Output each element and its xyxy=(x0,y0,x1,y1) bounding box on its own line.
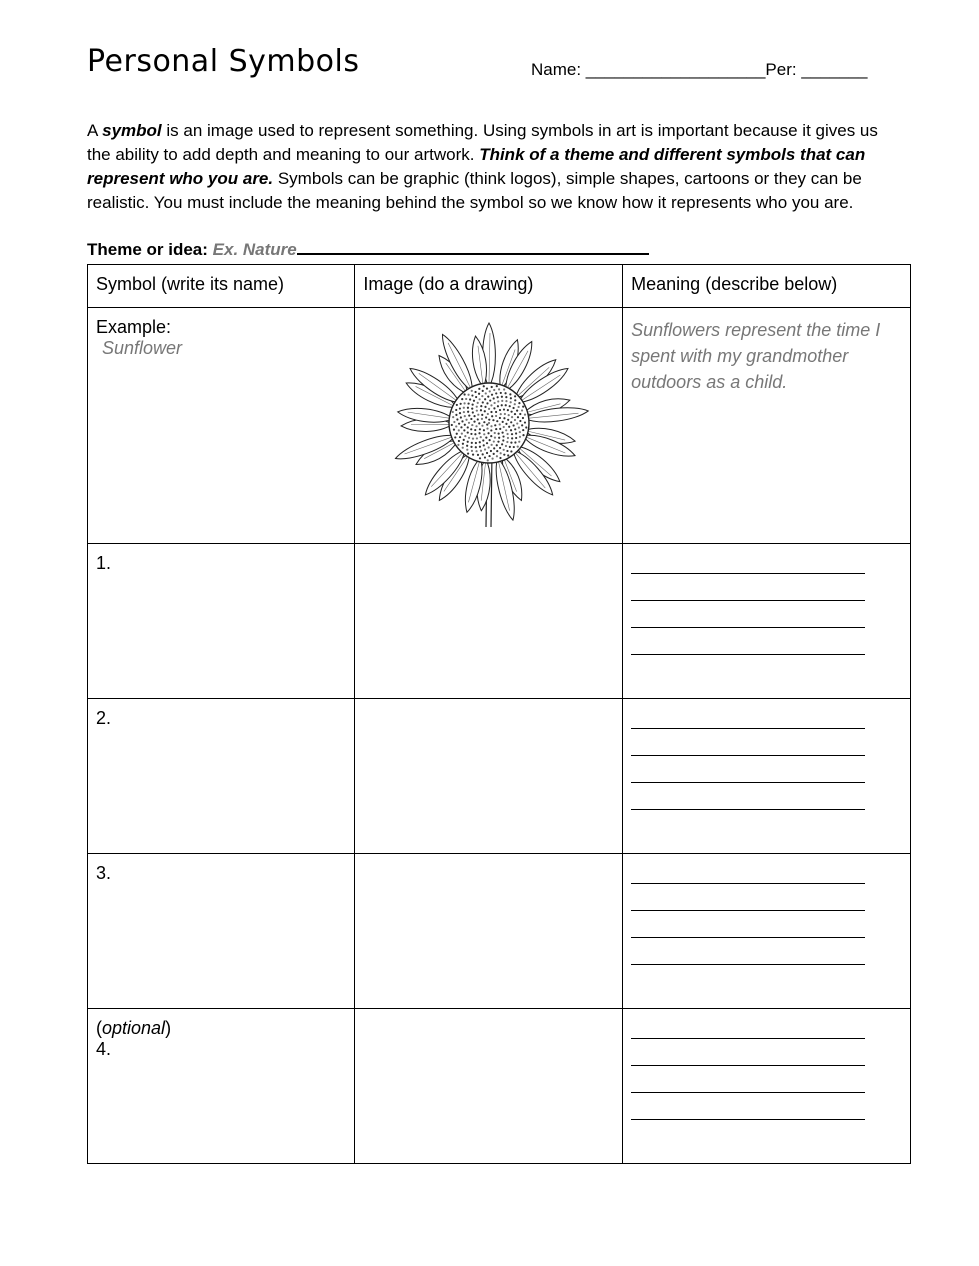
example-meaning: Sunflowers represent the time I spent with my grandmother outdoors as a child. xyxy=(631,320,881,392)
meaning-cell[interactable] xyxy=(623,1009,911,1164)
theme-label: Theme or idea: xyxy=(87,240,208,259)
table-header-row xyxy=(88,265,911,308)
example-symbol-cell xyxy=(88,308,355,544)
symbol-cell[interactable] xyxy=(88,1009,355,1164)
image-cell[interactable] xyxy=(355,854,623,1009)
symbols-table xyxy=(87,264,911,1164)
meaning-cell[interactable] xyxy=(623,854,911,1009)
symbol-cell[interactable] xyxy=(88,699,355,854)
symbol-term: symbol xyxy=(102,121,162,140)
meaning-cell[interactable] xyxy=(623,544,911,699)
image-cell[interactable] xyxy=(355,544,623,699)
image-cell[interactable] xyxy=(355,699,623,854)
name-period-field[interactable]: Name: ___________________Per: _______ xyxy=(531,60,868,79)
example-label: Example: xyxy=(96,317,172,337)
example-meaning-cell xyxy=(623,308,911,544)
example-image-cell xyxy=(355,308,623,544)
theme-line xyxy=(87,240,649,260)
header-image: Image (do a drawing) xyxy=(355,265,623,308)
sunflower-icon xyxy=(383,317,595,529)
symbol-cell[interactable] xyxy=(88,544,355,699)
image-cell[interactable] xyxy=(355,1009,623,1164)
theme-blank[interactable] xyxy=(297,241,649,255)
symbol-cell[interactable] xyxy=(88,854,355,1009)
intro-paragraph: A symbol is an image used to represent something. Using symbols in art is important because it gives us the ability to add depth and meaning to our artwork. Think of a theme and different symbols that can represent who you are. Symbols can be graphic (think logos), simple shapes, cartoons or they can be realistic. You must include the meaning behind the symbol so we know how it represents who you are. xyxy=(87,121,878,212)
page-title: Personal Symbols xyxy=(87,44,360,79)
optional-label: (optional) xyxy=(96,1018,172,1038)
table-row xyxy=(88,1009,911,1164)
theme-example: Ex. Nature xyxy=(212,240,297,259)
row-number: 3. xyxy=(96,863,112,883)
example-name: Sunflower xyxy=(102,338,183,358)
table-row xyxy=(88,854,911,1009)
example-row xyxy=(88,308,911,544)
row-number: 1. xyxy=(96,553,112,573)
table-row xyxy=(88,699,911,854)
meaning-cell[interactable] xyxy=(623,699,911,854)
header-meaning: Meaning (describe below) xyxy=(623,265,911,308)
instruction-text: Think of a theme and different symbols that can represent who you are. xyxy=(87,145,866,188)
row-number: 4. xyxy=(96,1039,112,1059)
header-symbol: Symbol (write its name) xyxy=(88,265,355,308)
row-number: 2. xyxy=(96,708,112,728)
table-row xyxy=(88,544,911,699)
